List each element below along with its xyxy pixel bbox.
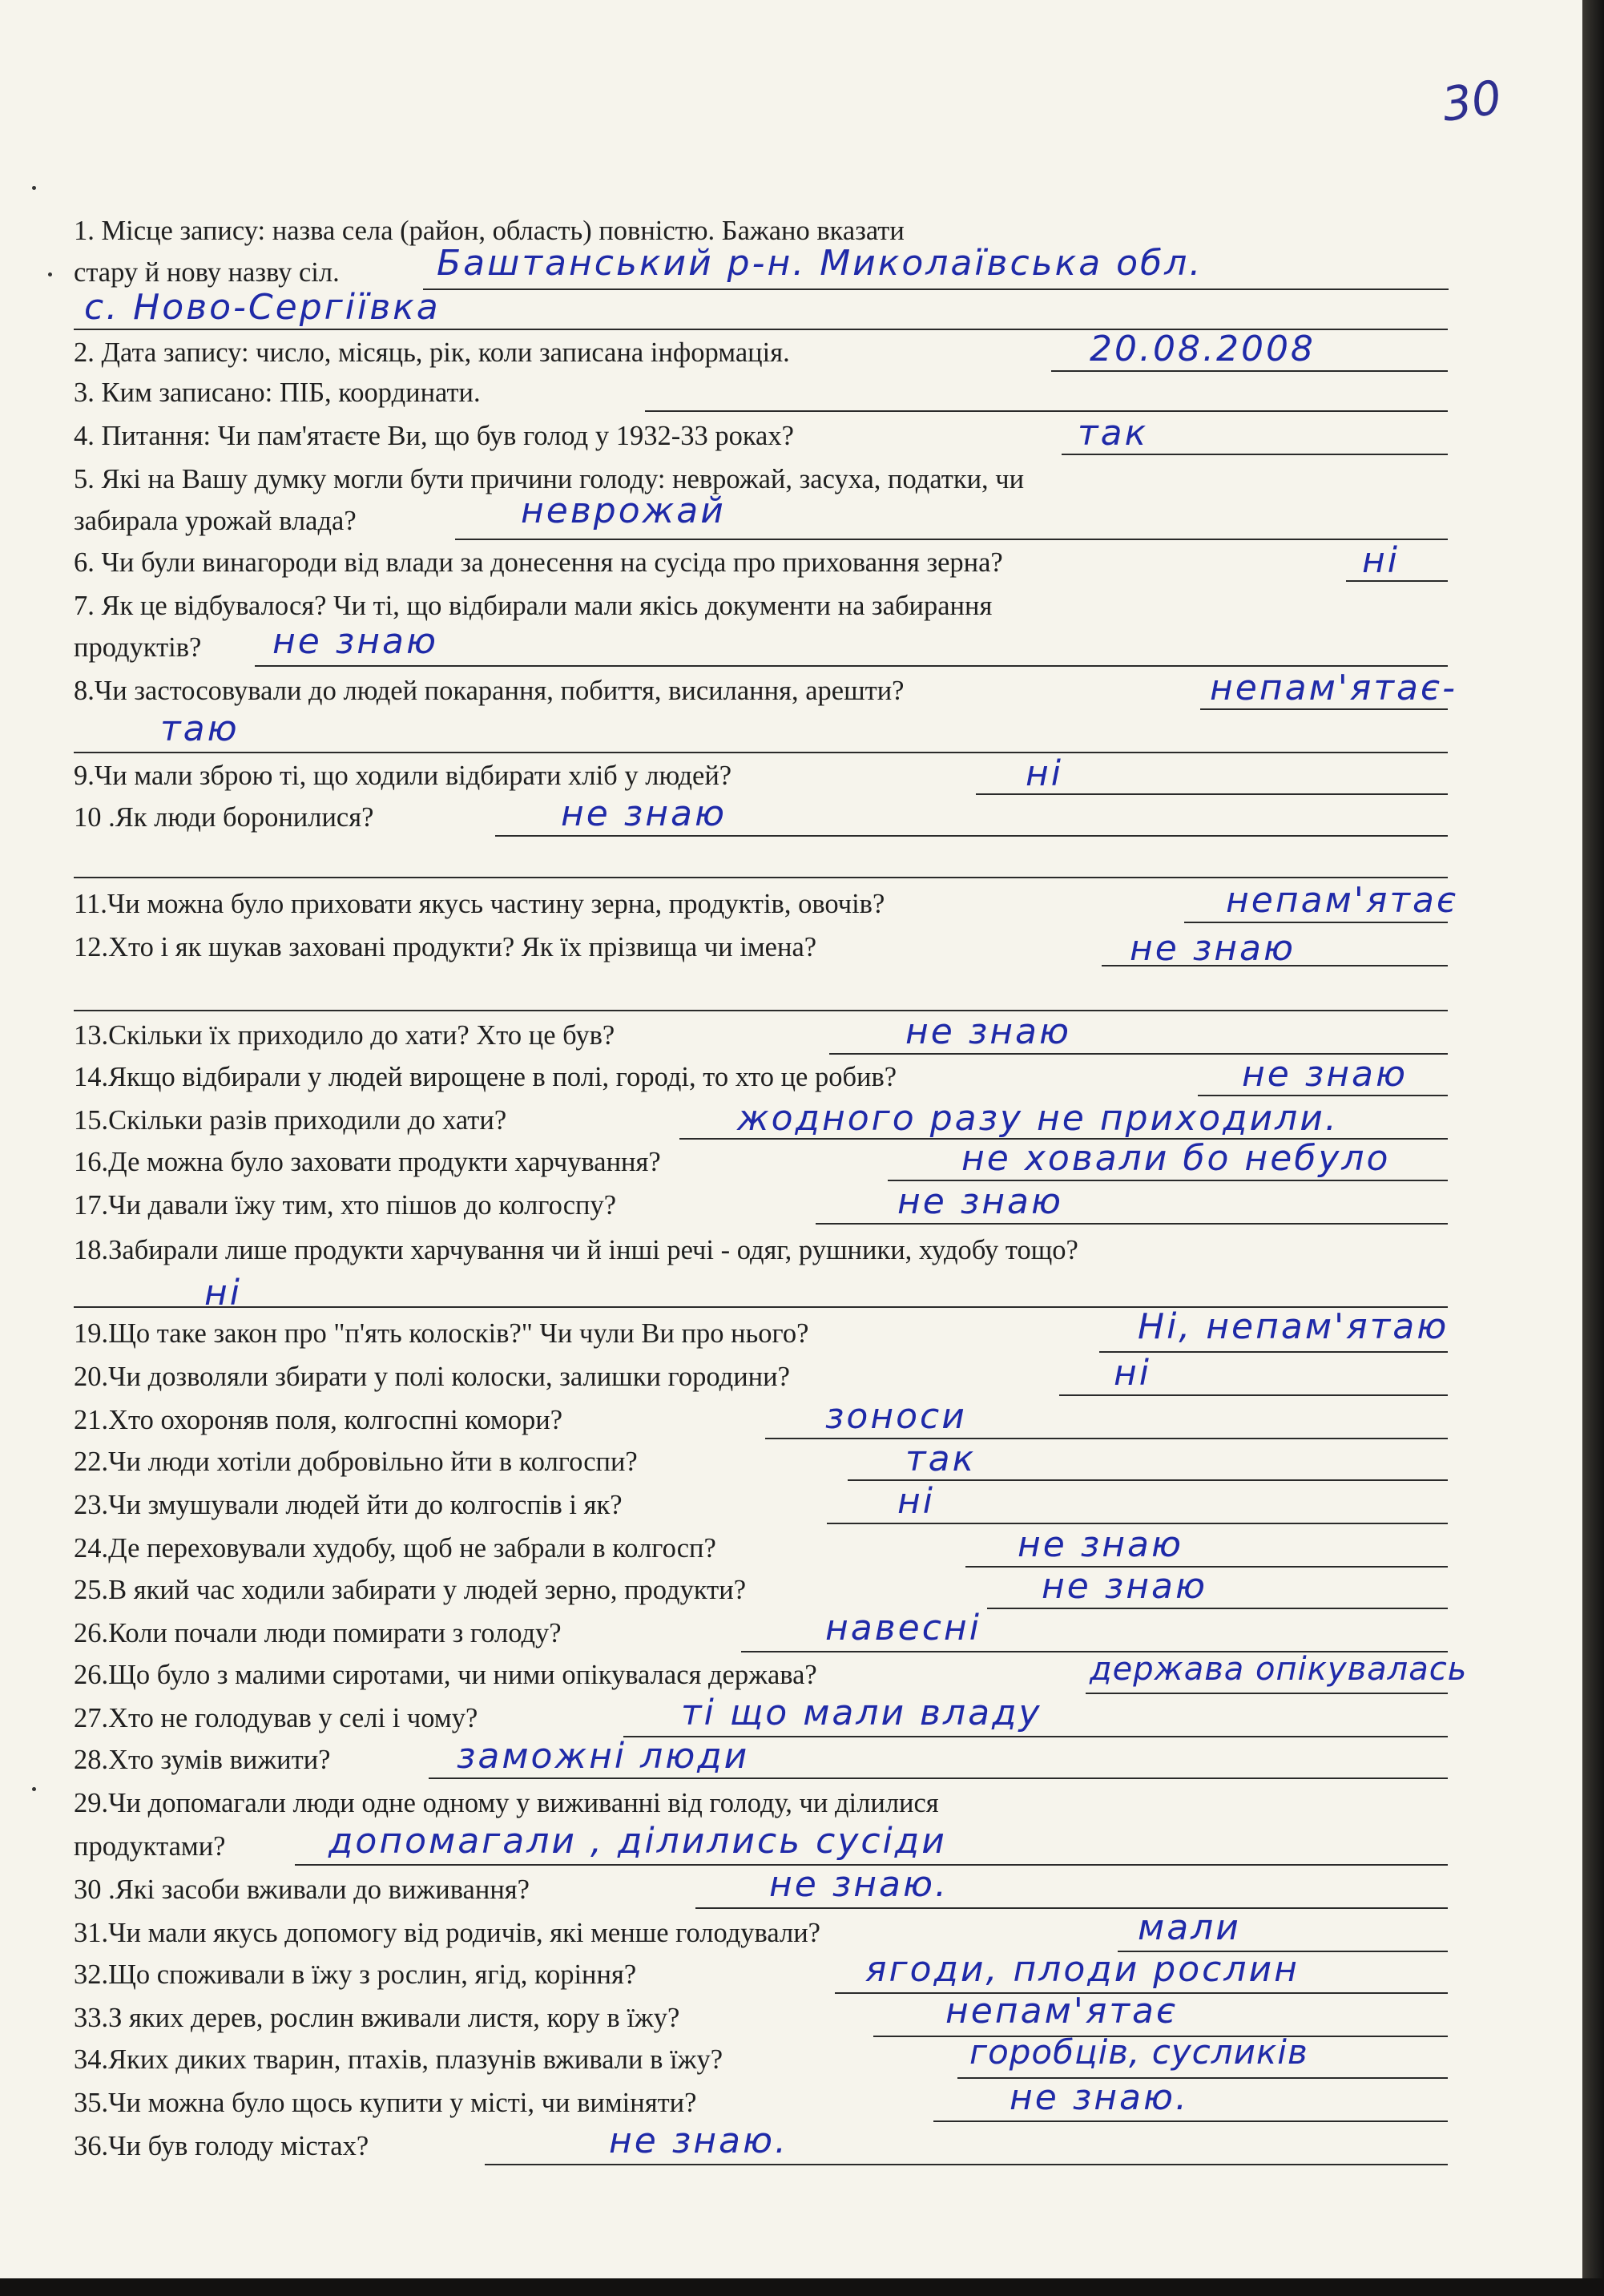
question-text: 7. Як це відбувалося? Чи ті, що відбирали мали якісь документи на забирання [74, 591, 993, 621]
answer-line [74, 1010, 1448, 1011]
question-23 [74, 1487, 1509, 1523]
question-text: 2. Дата запису: число, місяць, рік, коли записана інформація. [74, 337, 790, 368]
page-number: 30 [1438, 70, 1505, 132]
handwritten-answer: не знаю. [609, 2120, 788, 2161]
handwritten-answer: не знаю. [769, 1864, 949, 1905]
handwritten-answer: навесні [825, 1608, 981, 1648]
question-text: 12.Хто і як шукав заховані продукти? Як їх прізвища чи імена? [74, 932, 817, 962]
question-text: 31.Чи мали якусь допомогу від родичів, які менше голодували? [74, 1918, 820, 1948]
scan-background [0, 2278, 1604, 2296]
handwritten-answer: не знаю [272, 621, 438, 662]
handwritten-answer: ягоди, плоди рослин [865, 1949, 1300, 1990]
answer-line [485, 2164, 1448, 2165]
handwritten-answer: мали [1138, 1907, 1241, 1948]
question-text: 28.Хто зумів вижити? [74, 1745, 331, 1775]
question-text: 22.Чи люди хотіли добровільно йти в колгоспи? [74, 1447, 638, 1477]
answer-line [423, 289, 1449, 290]
handwritten-answer: таю [160, 708, 240, 749]
question-text: 32.Що споживали в їжу з рослин, ягід, коріння? [74, 1959, 637, 1990]
answer-line [848, 1479, 1448, 1481]
question-5-line-1 [74, 462, 1509, 497]
question-text: 27.Хто не голодував у селі і чому? [74, 1703, 478, 1733]
question-33 [74, 2000, 1509, 2036]
question-text: 29.Чи допомагали люди одне одному у виживанні від голоду, чи ділилися [74, 1788, 939, 1818]
question-text: 10 .Як люди боронилися? [74, 802, 374, 833]
question-text: 26.Що було з малими сиротами, чи ними опікувалася держава? [74, 1660, 817, 1690]
question-text: 20.Чи дозволяли збирати у полі колоски, залишки городини? [74, 1362, 790, 1392]
question-text: продуктами? [74, 1831, 226, 1862]
question-text: 1. Місце запису: назва села (район, область) повністю. Бажано вказати [74, 216, 905, 246]
question-text: 17.Чи давали їжу тим, хто пішов до колгоспу? [74, 1190, 617, 1221]
question-18 [74, 1233, 1509, 1268]
answer-line [1086, 1693, 1448, 1694]
handwritten-answer: ні [1026, 753, 1063, 794]
question-28 [74, 1742, 1509, 1777]
answer-line [987, 1608, 1448, 1609]
question-text: 18.Забирали лише продукти харчування чи й інші речі - одяг, рушники, худобу тощо? [74, 1235, 1078, 1265]
handwritten-answer: не знаю. [1010, 2077, 1189, 2118]
question-7-line-1 [74, 588, 1509, 623]
handwritten-answer: не знаю [1042, 1566, 1207, 1607]
question-text: 23.Чи змушували людей йти до колгоспів і як? [74, 1490, 623, 1520]
handwritten-answer: ні [204, 1273, 242, 1313]
question-29-line-1 [74, 1786, 1509, 1821]
answer-line [695, 1907, 1448, 1909]
answer-line [765, 1438, 1448, 1439]
handwritten-answer: ні [1362, 540, 1400, 581]
handwritten-answer: допомагали , ділились сусіди [328, 1821, 947, 1862]
question-text: 9.Чи мали зброю ті, що ходили відбирати хліб у людей? [74, 761, 732, 791]
handwritten-answer: ні [897, 1481, 935, 1522]
question-text: 36.Чи був голоду містах? [74, 2131, 369, 2161]
handwritten-answer: не знаю [905, 1011, 1071, 1052]
answer-line [255, 665, 1448, 667]
handwritten-answer: ні [1114, 1353, 1151, 1394]
answer-line [1198, 1095, 1448, 1096]
question-5-line-2 [74, 503, 1509, 539]
handwritten-answer: с. Ново-Сергіївка [84, 287, 441, 328]
question-22 [74, 1444, 1509, 1479]
question-20 [74, 1359, 1509, 1394]
answer-line [1062, 454, 1448, 455]
answer-line [645, 410, 1448, 412]
question-6 [74, 545, 1509, 580]
answer-line [429, 1777, 1448, 1779]
question-text: 11.Чи можна було приховати якусь частину зерна, продуктів, овочів? [74, 889, 885, 919]
handwritten-answer: зоноси [825, 1396, 967, 1437]
question-31 [74, 1915, 1509, 1951]
handwritten-answer: жодного разу не приходили. [737, 1098, 1339, 1139]
question-text: 3. Ким записано: ПІБ, координати. [74, 377, 481, 408]
handwritten-answer: 20.08.2008 [1090, 329, 1316, 369]
question-9 [74, 758, 1509, 793]
handwritten-answer: не знаю [1242, 1054, 1408, 1095]
handwritten-answer: так [1078, 413, 1149, 454]
answer-line [816, 1223, 1448, 1225]
answer-line [1184, 922, 1448, 923]
handwritten-answer: непам'ятає- [1210, 668, 1457, 708]
question-text: 6. Чи були винагороди від влади за донесення на сусіда про приховання зерна? [74, 547, 1003, 578]
question-4 [74, 418, 1509, 454]
question-text: 33.З яких дерев, рослин вживали листя, кору в їжу? [74, 2003, 680, 2033]
question-26a [74, 1616, 1509, 1651]
answer-line [1051, 370, 1448, 372]
question-10 [74, 800, 1509, 835]
handwritten-answer: неврожай [521, 490, 726, 531]
handwritten-answer: не знаю [897, 1181, 1063, 1222]
handwritten-answer: непам'ятає [945, 1991, 1179, 2032]
question-25 [74, 1572, 1509, 1608]
question-text: 25.В який час ходили забирати у людей зерно, продукти? [74, 1575, 747, 1605]
handwritten-answer: не знаю [561, 793, 727, 834]
margin-dot [32, 1787, 36, 1791]
question-36 [74, 2129, 1509, 2164]
answer-line [1059, 1394, 1448, 1396]
question-text: стару й нову назву сіл. [74, 257, 340, 288]
answer-line [933, 2120, 1448, 2122]
question-35 [74, 2085, 1509, 2120]
handwritten-answer: непам'ятає [1226, 880, 1459, 921]
question-text: 16.Де можна було заховати продукти харчування? [74, 1147, 661, 1177]
question-3 [74, 375, 1509, 410]
question-13 [74, 1018, 1509, 1053]
question-17 [74, 1188, 1509, 1223]
handwritten-answer: Баштанський р-н. Миколаївська обл. [437, 243, 1203, 284]
page-edge-shadow [1582, 0, 1604, 2296]
handwritten-answer: Ні, непам'ятаю [1138, 1306, 1449, 1347]
question-text: 5. Які на Вашу думку могли бути причини голоду: неврожай, засуха, податки, чи [74, 464, 1025, 494]
answer-line [1200, 708, 1448, 710]
question-text: 15.Скільки разів приходили до хати? [74, 1105, 507, 1136]
question-text: 35.Чи можна було щось купити у місті, чи виміняти? [74, 2088, 697, 2118]
question-24 [74, 1531, 1509, 1566]
handwritten-answer: не знаю [1018, 1524, 1183, 1565]
answer-line [74, 877, 1448, 878]
question-text: 8.Чи застосовували до людей покарання, побиття, висилання, арешти? [74, 676, 905, 706]
handwritten-answer: заможні люди [457, 1736, 750, 1777]
answer-line [495, 835, 1448, 837]
question-text: 19.Що таке закон про "п'ять колосків?" Чи чули Ви про нього? [74, 1318, 809, 1349]
handwritten-answer: держава опікувалась [1090, 1651, 1468, 1688]
handwritten-answer: не ховали бо небуло [961, 1138, 1391, 1179]
question-text: 14.Якщо відбирали у людей вирощене в полі, городі, то хто це робив? [74, 1062, 897, 1092]
answer-line [455, 539, 1448, 540]
question-text: 13.Скільки їх приходило до хати? Хто це був? [74, 1020, 615, 1051]
handwritten-answer: ті що мали владу [681, 1693, 1042, 1733]
question-text: 26.Коли почали люди помирати з голоду? [74, 1618, 562, 1648]
margin-dot [32, 186, 36, 190]
answer-line [1099, 1351, 1448, 1353]
question-text: 34.Яких диких тварин, птахів, плазунів вживали в їжу? [74, 2044, 723, 2075]
question-text: 30 .Які засоби вживали до виживання? [74, 1874, 530, 1905]
question-text: 21.Хто охороняв поля, колгоспні комори? [74, 1405, 563, 1435]
question-text: 4. Питання: Чи пам'ятаєте Ви, що був голод у 1932-33 роках? [74, 421, 794, 451]
handwritten-answer: так [905, 1439, 977, 1479]
question-text: забирала урожай влада? [74, 506, 357, 536]
answer-line [74, 752, 1448, 753]
question-text: 24.Де переховували худобу, щоб не забрали в колгосп? [74, 1533, 716, 1564]
question-text: продуктів? [74, 632, 202, 663]
handwritten-answer: горобців, сусликів [969, 2032, 1308, 2072]
margin-dot [48, 272, 52, 276]
question-21 [74, 1402, 1509, 1438]
handwritten-answer: не знаю [1130, 928, 1296, 969]
